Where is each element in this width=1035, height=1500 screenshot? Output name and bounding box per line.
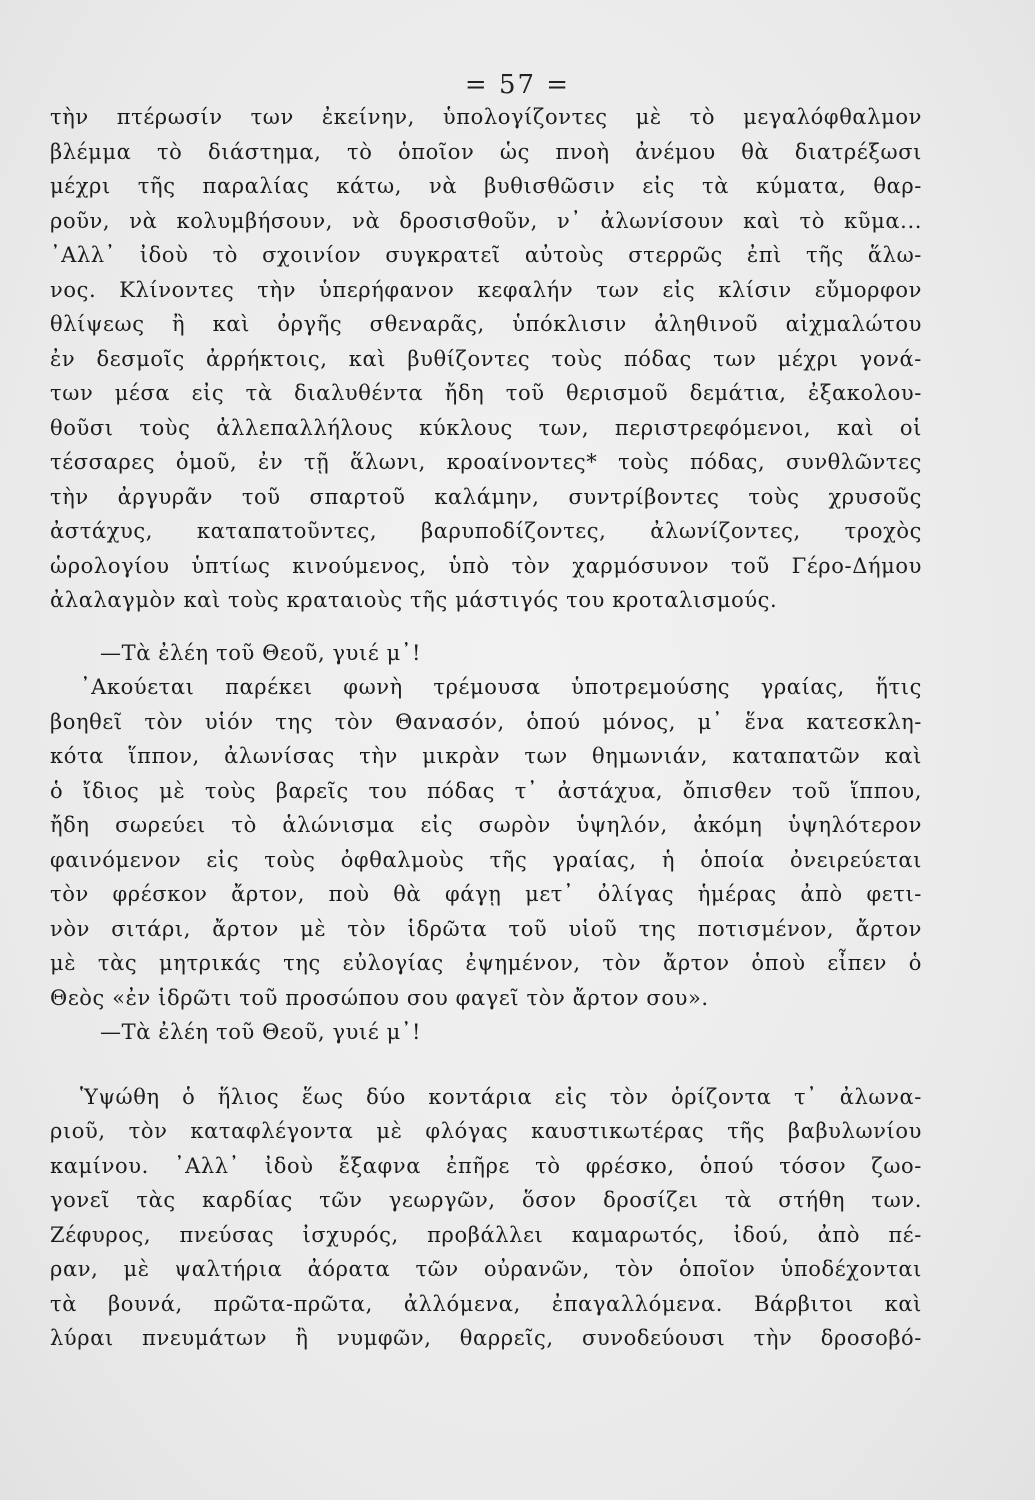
exclamation-line: —Τὰ ἐλέη τοῦ Θεοῦ, γυιέ μ᾿! [100, 1020, 422, 1044]
text-line: θλίψεως ἢ καὶ ὀργῆς σθεναρᾶς, ὑπόκλισιν ἀληθινοῦ αἰχμαλώτου [50, 312, 922, 336]
paragraph-gap [50, 618, 922, 636]
text-line: τὰ βουνά, πρῶτα-πρῶτα, ἀλλόμενα, ἐπαγαλλόμενα. Βάρβιτοι καὶ [50, 1291, 922, 1316]
text-line: νὸν σιτάρι, ἄρτον μὲ τὸν ἱδρῶτα τοῦ υἱοῦ της ποτισμένον, ἄρτον [50, 916, 922, 941]
text-line: ἀστάχυς, καταπατοῦντες, βαρυποδίζοντες, ἀλωνίζοντες, τροχὸς [50, 519, 922, 543]
text-line: ὡρολογίου ὑπτίως κινούμενος, ὑπὸ τὸν χαρμόσυνον τοῦ Γέρο-Δήμου [50, 553, 922, 578]
paragraph-gap [50, 1050, 922, 1080]
text-line: ἤδη σωρεύει τὸ ἁλώνισμα εἰς σωρὸν ὑψηλόν, ἀκόμη ὑψηλότερον [50, 813, 922, 837]
text-line: Θεὸς «ἐν ἱδρῶτι τοῦ προσώπου σου φαγεῖ τὸν ἄρτον σου». [50, 985, 709, 1010]
page-text [50, 100, 922, 1356]
text-line: καμίνου. ᾿Αλλ᾿ ἰδοὺ ἔξαφνα ἐπῆρε τὸ φρέσκο, ὁπού τόσον ζωο- [50, 1153, 922, 1178]
text-line: των μέσα εἰς τὰ διαλυθέντα ἤδη τοῦ θερισμοῦ δεμάτια, ἐξακολου- [50, 381, 922, 405]
text-line: ὁ ἴδιος μὲ τοὺς βαρεῖς του πόδας τ᾿ ἀστάχυα, ὄπισθεν τοῦ ἵππου, [50, 778, 922, 803]
text-line: ᾿Ακούεται παρέκει φωνὴ τρέμουσα ὑποτρεμούσης γραίας, ἥτις [80, 675, 922, 699]
text-line: γονεῖ τὰς καρδίας τῶν γεωργῶν, ὅσον δροσίζει τὰ στήθη των. [50, 1188, 922, 1212]
text-line: κότα ἵππον, ἀλωνίσας τὴν μικρὰν των θημωνιάν, καταπατῶν καὶ [50, 744, 922, 768]
paragraph-2 [50, 670, 922, 1015]
text-line: ἐν δεσμοῖς ἀρρήκτοις, καὶ βυθίζοντες τοὺς πόδας των μέχρι γονά- [50, 346, 922, 371]
text-line: τὴν ἀργυρᾶν τοῦ σπαρτοῦ καλάμην, συντρίβοντες τοὺς χρυσοῦς [50, 484, 922, 509]
paragraph-3 [50, 1080, 922, 1356]
text-line: Ὑψώθη ὁ ἥλιος ἕως δύο κοντάρια εἰς τὸν ὁρίζοντα τ᾿ ἀλωνα- [80, 1084, 922, 1109]
text-line: ἀλαλαγμὸν καὶ τοὺς κραταιοὺς τῆς μάστιγός του κροταλισμούς. [50, 588, 778, 612]
text-line: βλέμμα τὸ διάστημα, τὸ ὁποῖον ὡς πνοὴ ἀνέμου θὰ διατρέξωσι [50, 139, 922, 164]
exclamation-line: —Τὰ ἐλέη τοῦ Θεοῦ, γυιέ μ᾿! [100, 640, 422, 665]
text-line: Ζέφυρος, πνεύσας ἰσχυρός, προβάλλει καμαρωτός, ἰδού, ἀπὸ πέ- [50, 1222, 922, 1247]
paragraph-1 [50, 100, 922, 618]
text-line: θοῦσι τοὺς ἀλλεπαλλήλους κύκλους των, περιστρεφόμενοι, καὶ οἱ [50, 415, 922, 440]
text-line: φαινόμενον εἰς τοὺς ὀφθαλμοὺς τῆς γραίας, ἡ ὁποία ὀνειρεύεται [50, 847, 922, 872]
text-line: νος. Κλίνοντες τὴν ὑπερήφανον κεφαλήν των εἰς κλίσιν εὔμορφον [50, 277, 922, 302]
text-line: λύραι πνευμάτων ἢ νυμφῶν, θαρρεῖς, συνοδεύουσι τὴν δροσοβό- [50, 1326, 922, 1350]
text-line: τὴν πτέρωσίν των ἐκείνην, ὑπολογίζοντες μὲ τὸ μεγαλόφθαλμον [50, 105, 922, 129]
text-line: ᾿Αλλ᾿ ἰδοὺ τὸ σχοινίον συγκρατεῖ αὐτοὺς στερρῶς ἐπὶ τῆς ἅλω- [50, 243, 922, 267]
text-line: τέσσαρες ὁμοῦ, ἐν τῇ ἅλωνι, κροαίνοντες* τοὺς πόδας, συνθλῶντες [50, 450, 922, 474]
text-line: βοηθεῖ τὸν υἱόν της τὸν Θανασόν, ὁπού μόνος, μ᾿ ἕνα κατεσκλη- [50, 709, 922, 734]
text-line: ραν, μὲ ψαλτήρια ἀόρατα τῶν οὐρανῶν, τὸν ὁποῖον ὑποδέχονται [50, 1257, 922, 1281]
page-number: = 57 = [464, 70, 571, 100]
text-line: ροῦν, νὰ κολυμβήσουν, νὰ δροσισθοῦν, ν᾿ ἀλωνίσουν καὶ τὸ κῦμα... [50, 208, 922, 233]
text-line: τὸν φρέσκον ἄρτον, ποὺ θὰ φάγῃ μετ᾿ ὀλίγας ἡμέρας ἀπὸ φετι- [50, 882, 922, 906]
text-line: μέχρι τῆς παραλίας κάτω, νὰ βυθισθῶσιν εἰς τὰ κύματα, θαρ- [50, 174, 922, 198]
text-line: ριοῦ, τὸν καταφλέγοντα μὲ φλόγας καυστικωτέρας τῆς βαβυλωνίου [50, 1119, 922, 1143]
text-line: μὲ τὰς μητρικάς της εὐλογίας ἐψημένον, τὸν ἄρτον ὁποὺ εἶπεν ὁ [50, 951, 922, 975]
